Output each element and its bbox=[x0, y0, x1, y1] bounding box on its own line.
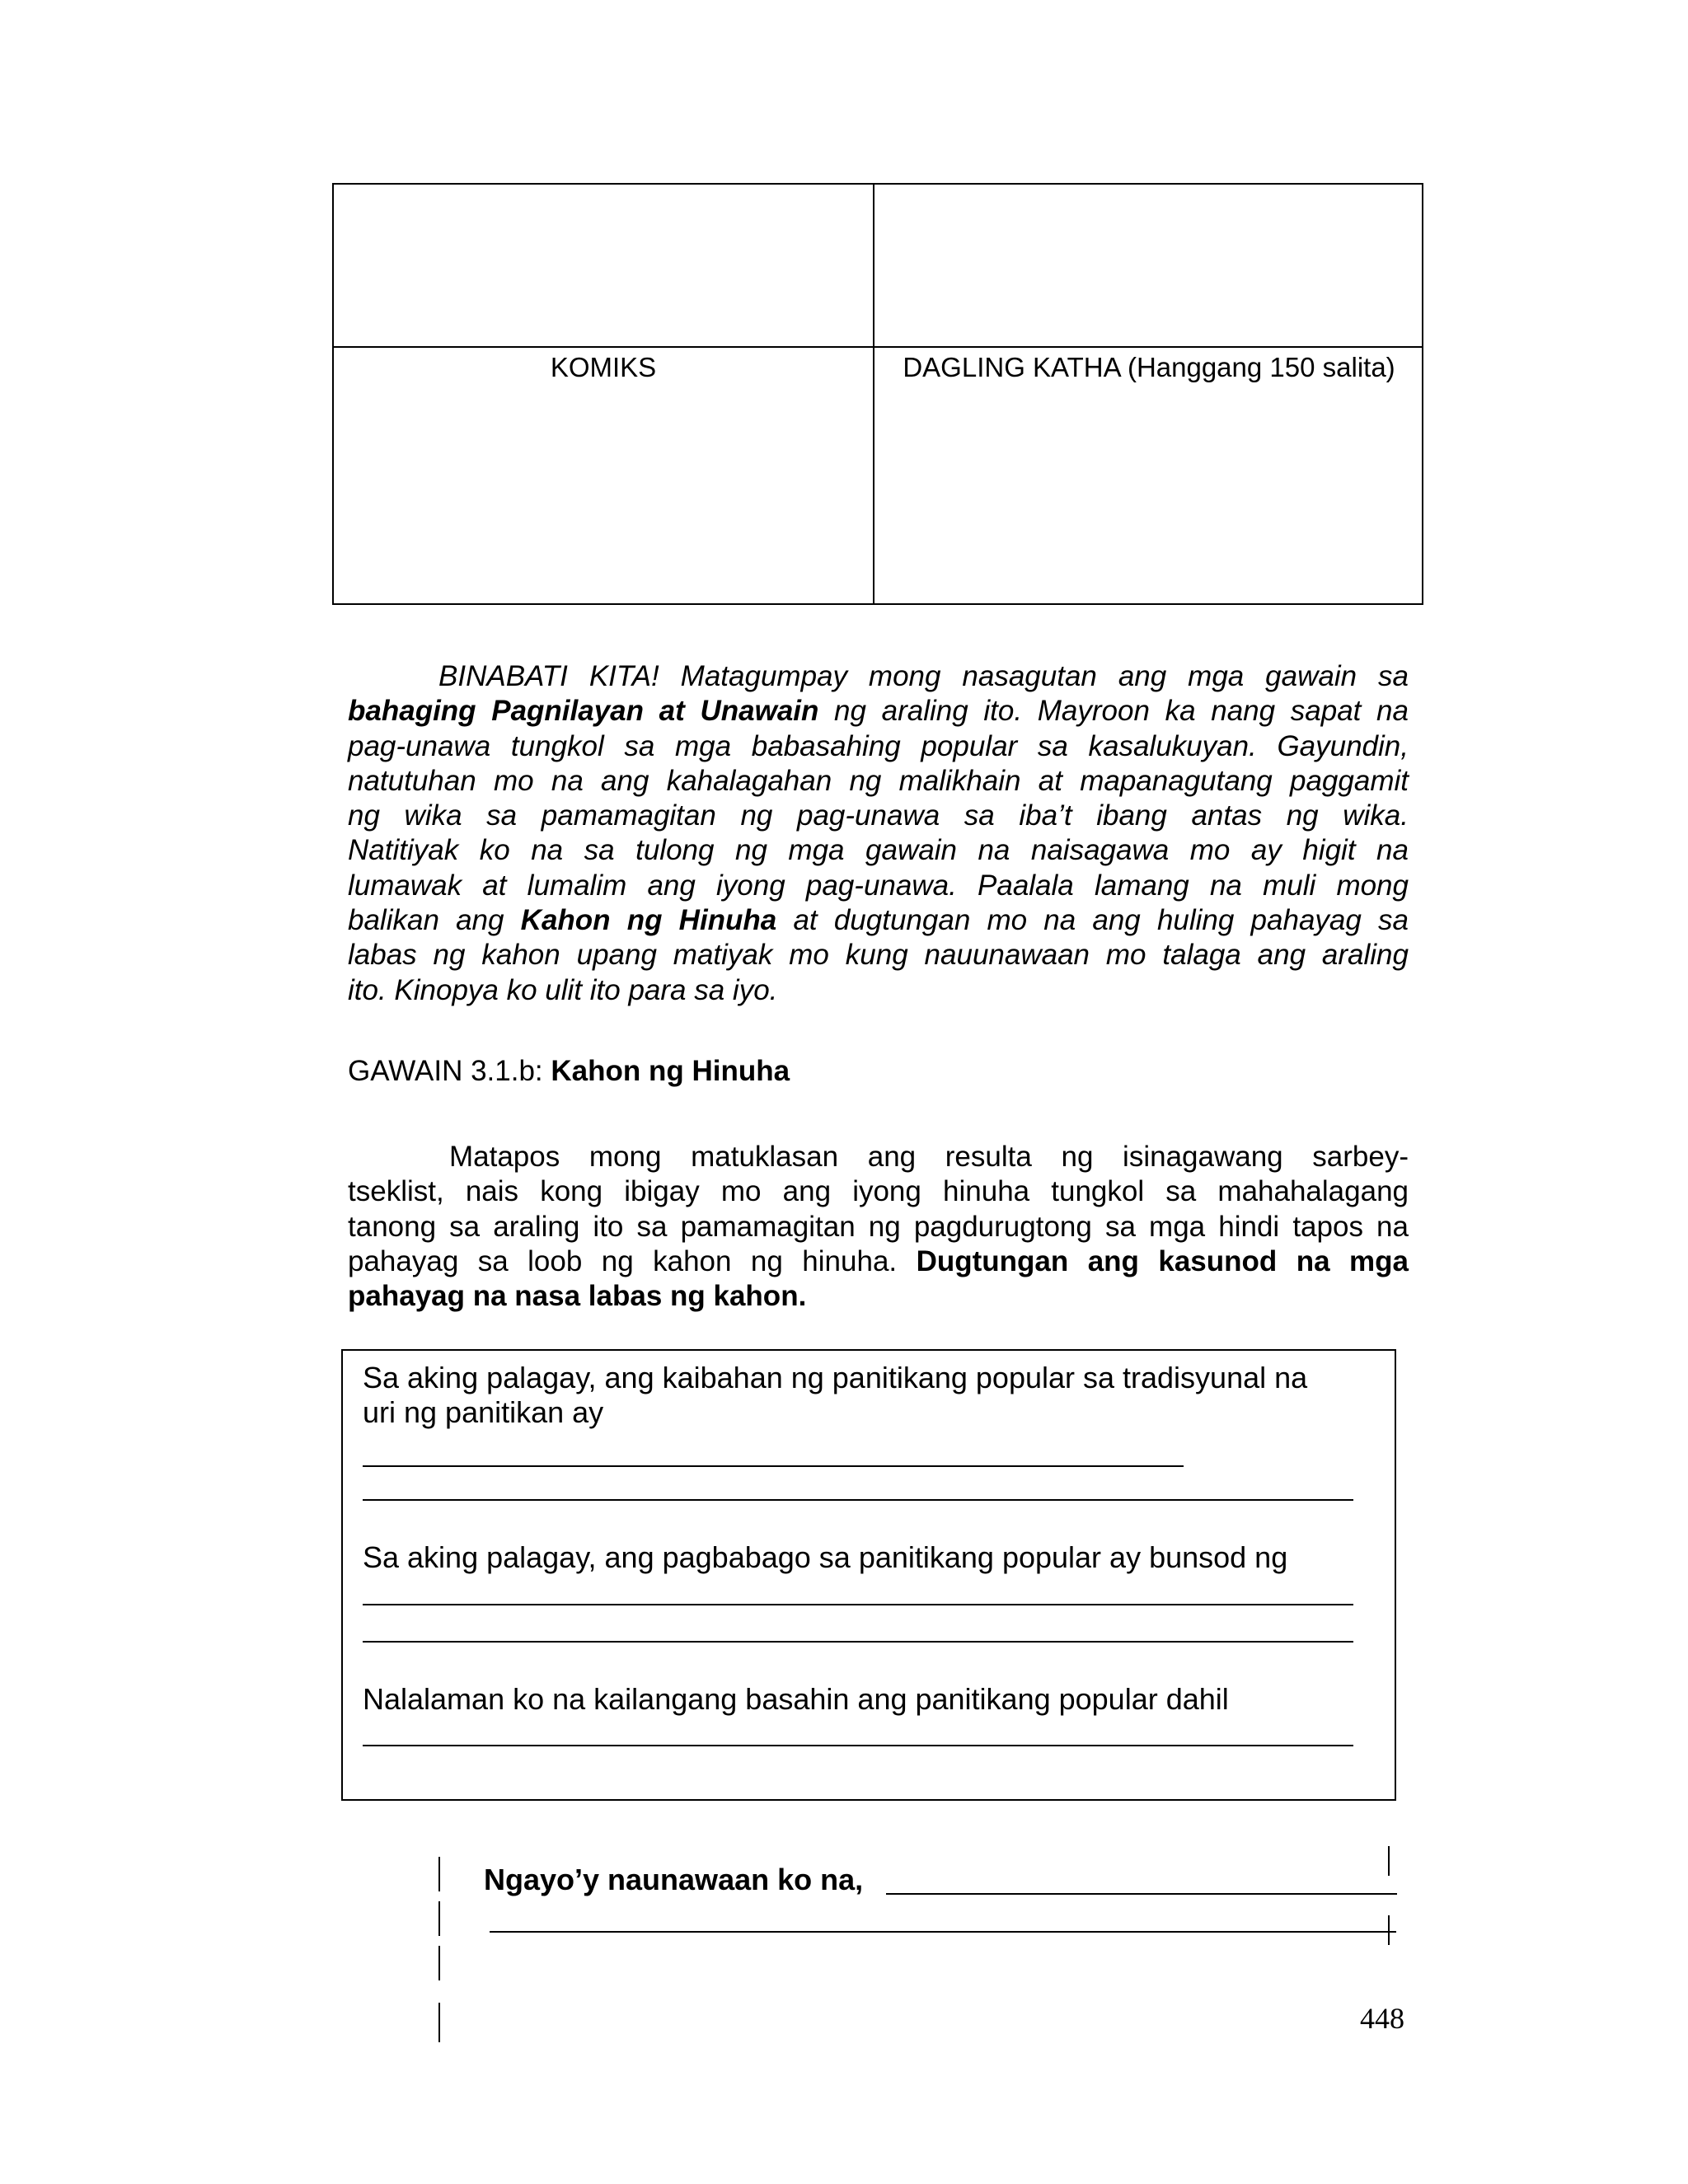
paragraph-line: tseklist, nais kong ibigay mo ang iyong hinuha tungkol sa mahahalagang bbox=[348, 1175, 1409, 1208]
paragraph-line: ng wika sa pamamagitan ng pag-unawa sa iba’t ibang antas ng wika. bbox=[348, 799, 1409, 832]
emphasis-text: pahayag na nasa labas ng kahon. bbox=[348, 1280, 807, 1313]
paragraph-text: pahayag sa loob ng kahon ng hinuha. bbox=[348, 1244, 917, 1277]
prompt-pagbabago: Sa aking palagay, ang pagbabago sa panitikang popular ay bunsod ng bbox=[363, 1540, 1288, 1574]
paragraph-text: balikan ang bbox=[348, 904, 521, 937]
emphasis-text: Kahon ng Hinuha bbox=[520, 904, 777, 937]
activity-table bbox=[332, 183, 1423, 605]
paragraph-line: BINABATI KITA! Matagumpay mong nasagutan ang mga gawain sa bbox=[438, 660, 1409, 692]
paragraph-line: labas ng kahon upang matiyak mo kung nauunawaan mo talaga ang araling bbox=[348, 939, 1409, 972]
paragraph-line bbox=[348, 903, 1409, 938]
table-cell-dagling-katha: DAGLING KATHA (Hanggang 150 salita) bbox=[903, 352, 1395, 382]
paragraph-line: tanong sa araling ito sa pamamagitan ng pagdurugtong sa mga hindi tapos na bbox=[348, 1210, 1409, 1243]
paragraph-text: ng araling ito. Mayroon ka nang sapat na bbox=[818, 695, 1409, 728]
final-statement: Ngayo’y naunawaan ko na, bbox=[484, 1863, 864, 1896]
paragraph-line bbox=[348, 1244, 1409, 1279]
final-answer-line[interactable] bbox=[886, 1893, 1397, 1895]
answer-line[interactable] bbox=[363, 1745, 1353, 1746]
margin-bar bbox=[438, 1946, 440, 1980]
paragraph-line bbox=[348, 1279, 1409, 1314]
paragraph-line: ito. Kinopya ko ulit ito para sa iyo. bbox=[348, 973, 778, 1006]
page-number: 448 bbox=[1360, 2002, 1404, 2035]
paragraph-line: lumawak at lumalim ang iyong pag-unawa. Paalala lamang na muli mong bbox=[348, 869, 1409, 902]
answer-line[interactable] bbox=[363, 1641, 1353, 1643]
table-column-divider bbox=[873, 185, 874, 603]
emphasis-text: Dugtungan ang kasunod na mga bbox=[916, 1244, 1409, 1277]
paragraph-line: Matapos mong matuklasan ang resulta ng isinagawang sarbey- bbox=[449, 1141, 1409, 1173]
margin-bar bbox=[438, 1901, 440, 1936]
activity-number: GAWAIN 3.1.b: bbox=[348, 1055, 551, 1087]
activity-heading bbox=[348, 1055, 790, 1088]
margin-bar bbox=[1388, 1846, 1390, 1876]
answer-line[interactable] bbox=[363, 1604, 1353, 1605]
answer-line[interactable] bbox=[363, 1499, 1353, 1501]
kahon-ng-hinuha bbox=[341, 1349, 1396, 1801]
table-cell-komiks: KOMIKS bbox=[550, 352, 657, 382]
emphasis-text: bahaging Pagnilayan at Unawain bbox=[348, 695, 819, 728]
margin-bar bbox=[1388, 1915, 1390, 1945]
margin-bar bbox=[438, 2003, 440, 2042]
paragraph-text: at dugtungan mo na ang huling pahayag sa bbox=[776, 904, 1409, 937]
prompt-line: uri ng panitikan ay bbox=[363, 1395, 604, 1429]
margin-bar bbox=[438, 1857, 440, 1891]
paragraph-line bbox=[348, 694, 1409, 729]
activity-title: Kahon ng Hinuha bbox=[551, 1055, 790, 1087]
paragraph-line: pag-unawa tungkol sa mga babasahing popular sa kasalukuyan. Gayundin, bbox=[348, 729, 1409, 762]
table-row-divider bbox=[334, 346, 1422, 348]
final-answer-line[interactable] bbox=[490, 1931, 1396, 1933]
prompt-line: Sa aking palagay, ang kaibahan ng panitikang popular sa tradisyunal na bbox=[363, 1361, 1308, 1394]
answer-line[interactable] bbox=[363, 1465, 1184, 1467]
instructions-paragraph bbox=[348, 1140, 1409, 1314]
prompt-kaibahan bbox=[363, 1361, 1307, 1430]
congratulations-paragraph bbox=[348, 659, 1409, 1008]
paragraph-line: Natitiyak ko na sa tulong ng mga gawain na naisagawa mo ay higit na bbox=[348, 834, 1409, 867]
paragraph-line: natutuhan mo na ang kahalagahan ng malikhain at mapanagutang paggamit bbox=[348, 764, 1409, 797]
prompt-dahilan: Nalalaman ko na kailangang basahin ang panitikang popular dahil bbox=[363, 1682, 1229, 1716]
